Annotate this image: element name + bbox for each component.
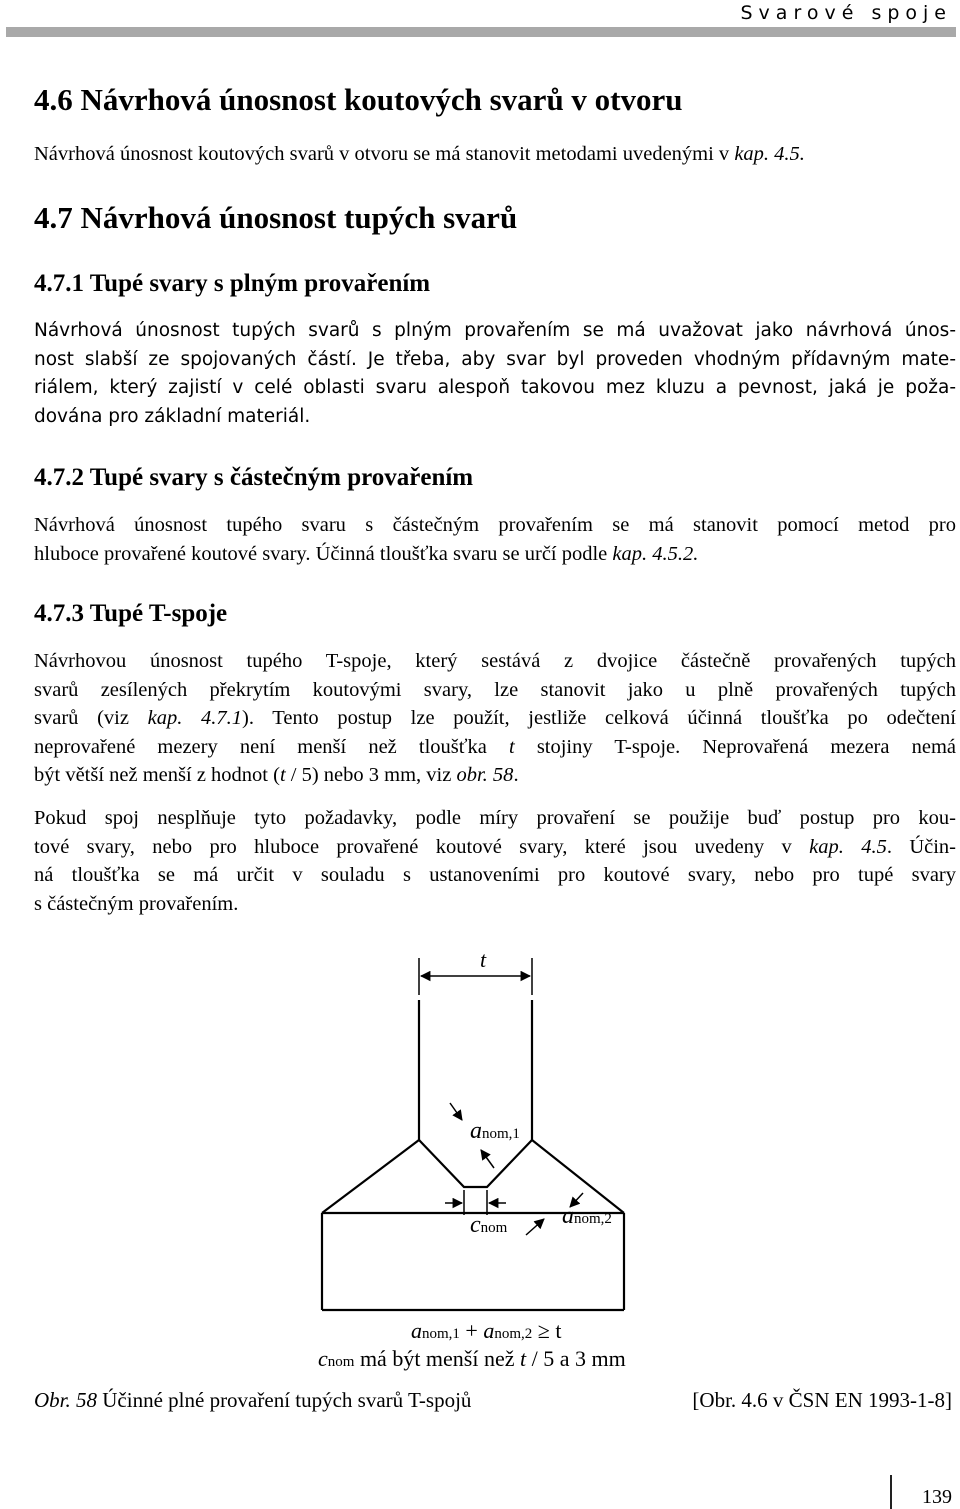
a-nom1-arrow-upper: [450, 1103, 462, 1120]
caption-label: Obr. 58: [34, 1388, 98, 1412]
heading-4-7-1: 4.7.1 Tupé svary s plným provařením: [34, 270, 431, 297]
page-number: 139: [922, 1486, 952, 1508]
figure-source: [Obr. 4.6 v ČSN EN 1993-1-8]: [692, 1388, 952, 1412]
paragraph-4-7-3-b: Pokud spoj nesplňuje tyto požadavky, podle míry provaření se použije buď postup pro kou- tové svary, nebo pro hluboce provařené koutové svary, které jsou uvedeny v kap. 4.5. Účin- ná tloušťka se má určit v souladu s ustanoveními pro koutové svary, nebo pro tupé svary s částečným provařením.: [34, 807, 957, 915]
heading-4-6: 4.6 Návrhová únosnost koutových svarů v otvoru: [34, 82, 683, 117]
label-t: t: [480, 947, 487, 972]
heading-4-7-3: 4.7.3 Tupé T-spoje: [34, 600, 228, 627]
running-header: Svarové spoje: [740, 2, 952, 24]
ref-kap-4-5-b: kap. 4.5: [809, 835, 887, 858]
ref-kap-4-7-1: kap. 4.7.1: [147, 707, 243, 730]
page-number-rule: [890, 1475, 892, 1509]
paragraph-4-6: Návrhová únosnost koutových svarů v otvoru se má stanovit metodami uvedenými v kap. 4.5.: [34, 143, 805, 165]
label-a-nom1: anom,1: [470, 1118, 520, 1144]
a-nom1-arrow-lower: [481, 1150, 494, 1168]
figure-caption: Obr. 58 Účinné plné provaření tupých svarů T-spojů: [34, 1388, 472, 1412]
condition-sum: anom,1 + anom,2 ≥ t: [411, 1318, 562, 1343]
paragraph-4-7-1: Návrhová únosnost tupých svarů s plným provařením se má uvažovat jako návrhová únos- nost slabší ze spojovaných částí. Je třeba, aby svar byl proveden vhodným přídavným mate- riálem, který zajistí v celé oblasti svaru alespoň takovou mez kluzu a pevnost, jaká je poža- dována pro základní materiál.: [34, 320, 956, 427]
ref-kap-4-5-2: kap. 4.5.2.: [612, 542, 699, 565]
heading-4-7-2: 4.7.2 Tupé svary s částečným provařením: [34, 464, 474, 491]
a-nom2-arrow-lower: [526, 1219, 544, 1235]
ref-kap-4-5: kap. 4.5.: [734, 143, 805, 165]
ref-obr-58: obr. 58: [456, 764, 514, 787]
paragraph-4-7-3-a: Návrhovou únosnost tupého T-spoje, který sestává z dvojice částečně provařených tupých svarů zesílených překrytím koutovými svary, lze stanovit jako u plně provařených tupých svarů (viz kap. 4.7.1). Tento postup lze použít, jestliže celková účinná tloušťka po odečtení neprovařené mezery není menší než tloušťka t stojiny T-spoje. Neprovařená mezera nemá být větší než menší z hodnot (t / 5) nebo 3 mm, viz obr. 58.: [34, 650, 956, 787]
condition-c-nom: cnom má být menší než t / 5 a 3 mm: [318, 1346, 626, 1371]
paragraph-4-7-2: Návrhová únosnost tupého svaru s částečným provařením se má stanovit pomocí metod pro hluboce provařené koutové svary. Účinná tloušťka svaru se určí podle kap. 4.5.2.: [34, 514, 956, 565]
heading-4-7: 4.7 Návrhová únosnost tupých svarů: [34, 200, 518, 235]
label-c-nom: cnom: [470, 1212, 508, 1238]
label-a-nom2: anom,2: [562, 1203, 612, 1229]
